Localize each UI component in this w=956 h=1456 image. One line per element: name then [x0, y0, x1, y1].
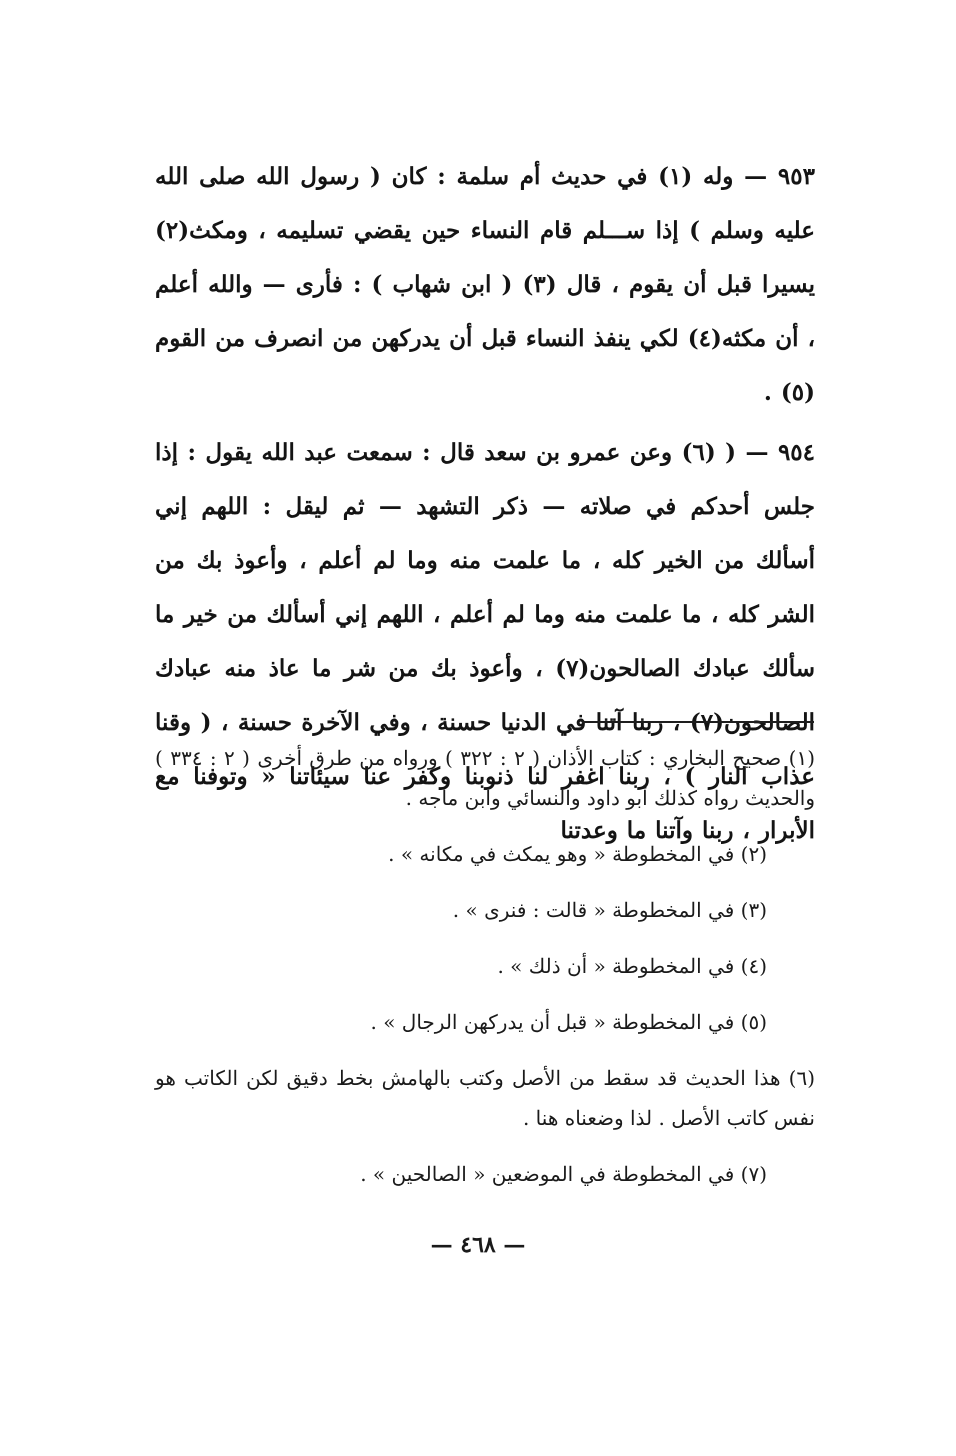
hadith-953-paragraph: ٩٥٣ — وله (١) في حديث أم سلمة : كان ( رسول الله صلى الله عليه وسلم ) إذا ســـلم قام النساء حين يقضي تسليمه ، ومكث(٢) يسيرا قبل أن يقوم ، قال (٣) ( ابن شهاب ) : فأرى — والله أعلم ، أن مكثه(٤) لكي ينفذ النساء قبل أن يدركهن من انصرف من القوم (٥) .	[155, 163, 815, 406]
footnote-1: (١) صحيح البخاري : كتاب الأذان ( ٢ : ٣٢٢ ) ورواه من طرق أخرى ( ٢ : ٣٣٤ ) والحديث رواه كذلك أبو داود والنسائي وابن ماجه .	[155, 746, 816, 810]
footnote-divider	[582, 721, 814, 723]
footnote-4: (٤) في المخطوطة « أن ذلك » .	[497, 954, 767, 978]
footnote-6: (٦) هذا الحديث قد سقط من الأصل وكتب بالهامش بخط دقيق لكن الكاتب هو نفس كاتب الأصل . لذا وضعناه هنا .	[155, 1066, 815, 1130]
footnote-5: (٥) في المخطوطة « قبل أن يدركهن الرجال » .	[370, 1010, 767, 1034]
footnote-7: (٧) في المخطوطة في الموضعين « الصالحين » .	[360, 1162, 767, 1186]
footnote-2: (٢) في المخطوطة « وهو يمكث في مكانه » .	[388, 842, 767, 866]
footnotes	[155, 738, 815, 1194]
page-number: — ٤٦٨ —	[430, 1232, 526, 1258]
footnote-3: (٣) في المخطوطة « قالت : فنرى » .	[452, 898, 767, 922]
hadith-954-paragraph: ٩٥٤ — ( (٦) وعن عمرو بن سعد قال : سمعت عبد الله يقول : إذا جلس أحدكم في صلاته — ذكر التشهد — ثم ليقل : اللهم إني أسألك من الخير كله ، ما علمت منه وما لم أعلم ، وأعوذ بك من الشر كله ، ما علمت منه وما لم أعلم ، اللهم إني أسألك من خير ما سألك عبادك الصالحون(٧) ، وأعوذ بك من شر ما عاذ منه عبادك الصالحون(٧) ، ربنا آتنا في الدنيا حسنة ، وفي الآخرة حسنة ، ( وقنا عذاب النار ) ، ربنا اغفر لنا ذنوبنا وكفر عنا سيئاتنا « وتوفنا مع الأبرار ، ربنا وآتنا ما وعدتنا	[155, 439, 815, 844]
